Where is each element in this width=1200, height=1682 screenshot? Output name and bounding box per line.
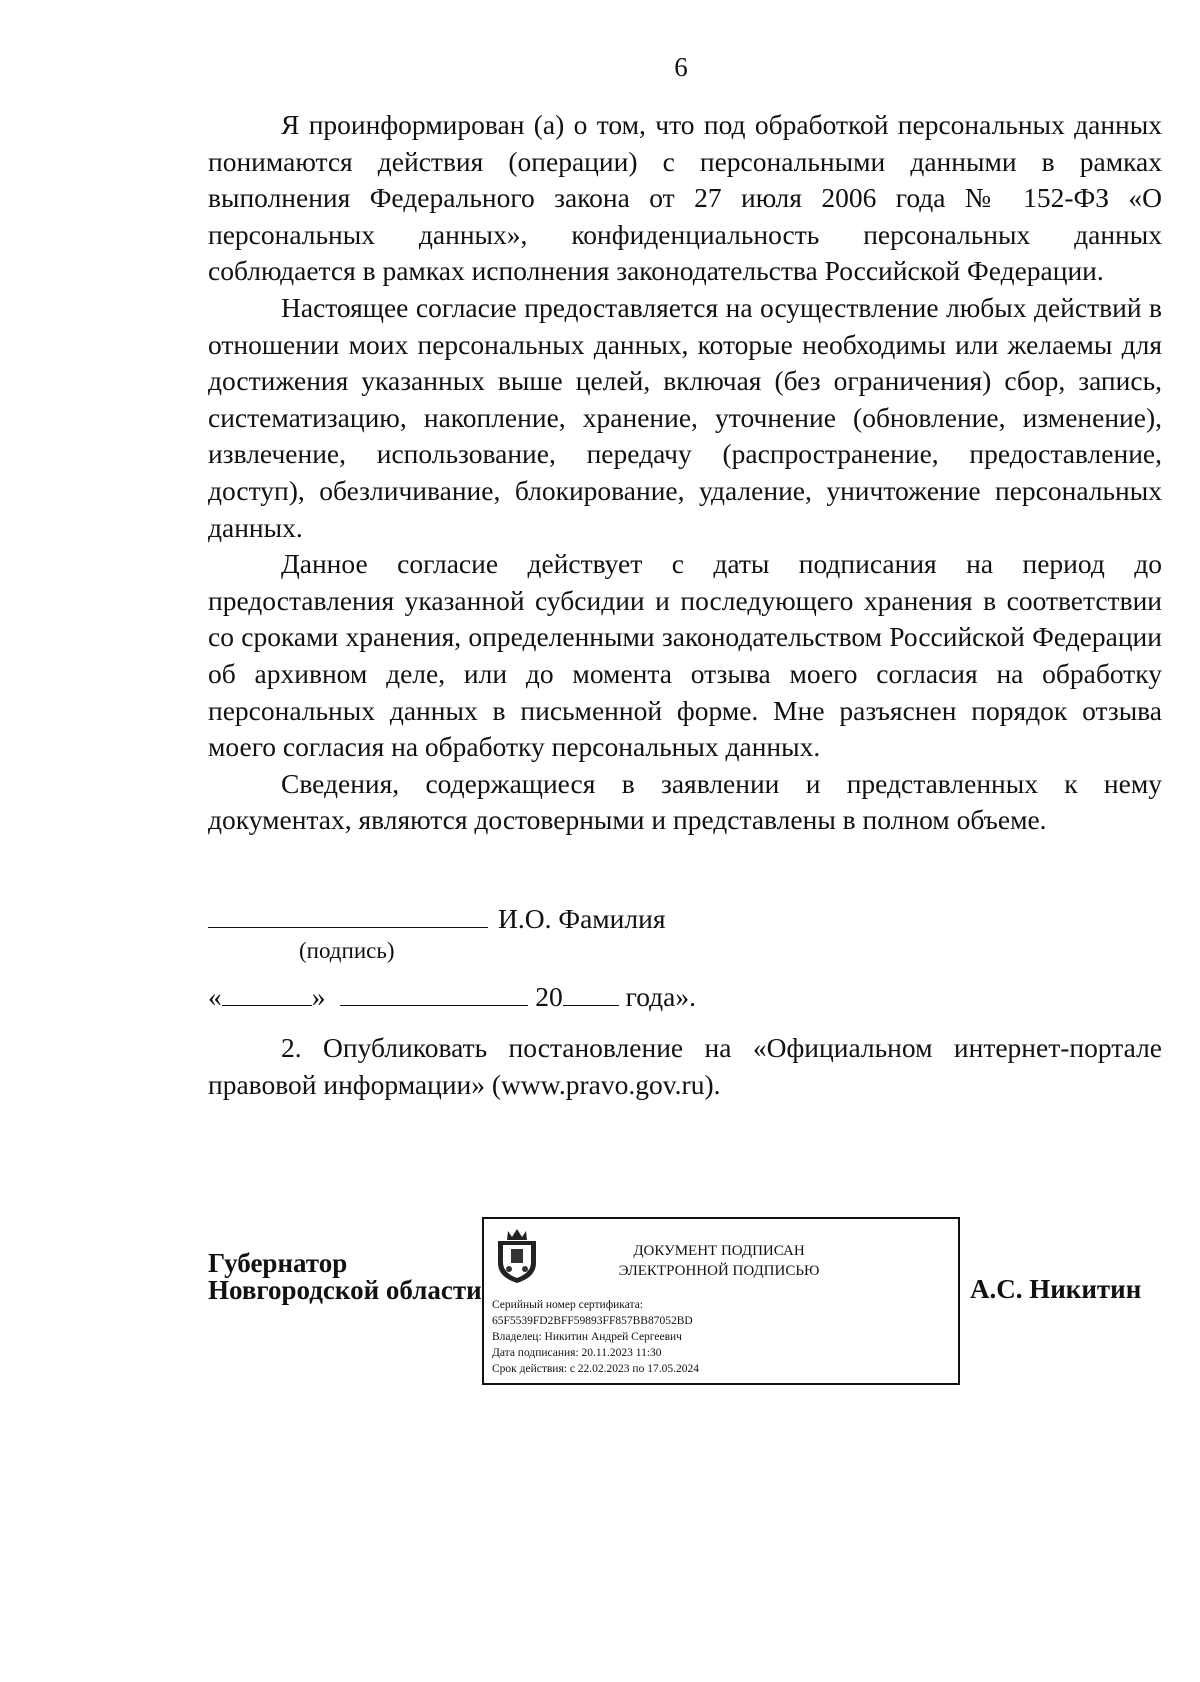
signature-name: И.О. Фамилия (498, 903, 666, 934)
publish-clause (208, 1030, 1162, 1103)
paragraph-consent-duration: Данное согласие действует с даты подписания на период до предоставления указанной субсидии и последующего хранения в соответствии со сроками хранения, определенными законодательством Российской Федерации об архивном деле, или до момента отзыва моего согласия на обработку персональных данных в письменной форме. Мне разъяснен порядок отзыва моего согласия на обработку персональных данных. (208, 548, 1162, 763)
stamp-serial-label: Серийный номер сертификата: (492, 1299, 643, 1311)
page-number: 6 (674, 52, 688, 82)
date-close-quote: » (311, 981, 326, 1012)
day-blank (222, 981, 312, 1006)
stamp-title-line1: ДОКУМЕНТ ПОДПИСАН (633, 1243, 805, 1259)
stamp-validity: Срок действия: с 22.02.2023 по 17.05.2024 (492, 1363, 699, 1375)
month-blank (340, 981, 528, 1006)
coat-of-arms-icon (494, 1227, 540, 1285)
stamp-title-line2: ЭЛЕКТРОННОЙ ПОДПИСЬЮ (618, 1263, 820, 1279)
stamp-serial-value: 65F5539FD2BFF59893FF857BB87052BD (492, 1315, 693, 1327)
stamp-title (579, 1241, 859, 1281)
publish-paragraph: 2. Опубликовать постановление на «Официальном интернет-портале правовой информации» (www.pravo.gov.ru). (208, 1032, 1162, 1100)
governor-title (208, 1250, 482, 1304)
consent-text (208, 107, 1162, 839)
year-prefix: 20 (535, 981, 563, 1012)
governor-name: А.С. Никитин (970, 1274, 1142, 1304)
date-open-quote: « (208, 981, 222, 1012)
stamp-owner: Владелец: Никитин Андрей Сергеевич (492, 1331, 682, 1343)
stamp-details (492, 1297, 699, 1377)
paragraph-consent-scope: Настоящее согласие предоставляется на осуществление любых действий в отношении моих персональных данных, которые необходимы или желаемы для достижения указанных выше целей, включая (без ограничения) сбор, запись, систематизацию, накопление, хранение, уточнение (обновление, изменение), извлечение, использование, передачу (распространение, предоставление, доступ), обезличивание, блокирование, удаление, уничтожение персональных данных. (208, 291, 1162, 543)
paragraph-accuracy: Сведения, содержащиеся в заявлении и представленных к нему документах, являются достоверными и представлены в полном объеме. (208, 767, 1162, 836)
stamp-signed-date: Дата подписания: 20.11.2023 11:30 (492, 1347, 662, 1359)
date-suffix: года». (625, 981, 696, 1012)
date-line (208, 981, 696, 1013)
year-blank (563, 981, 619, 1006)
electronic-signature-stamp (482, 1217, 960, 1385)
signature-caption: (подпись) (299, 938, 395, 963)
paragraph-informed: Я проинформирован (а) о том, что под обработкой персональных данных понимаются действия (операции) с персональными данными в рамках выполнения Федерального закона от 27 июля 2006 года № 152-ФЗ «О персональных данных», конфиденциальность персональных данных соблюдается в рамках исполнения законодательства Российской Федерации. (208, 109, 1162, 287)
governor-title-line1: Губернатор (208, 1248, 348, 1278)
signature-blank (208, 903, 488, 928)
signature-line (208, 903, 1162, 935)
governor-title-line2: Новгородской области (208, 1275, 482, 1305)
